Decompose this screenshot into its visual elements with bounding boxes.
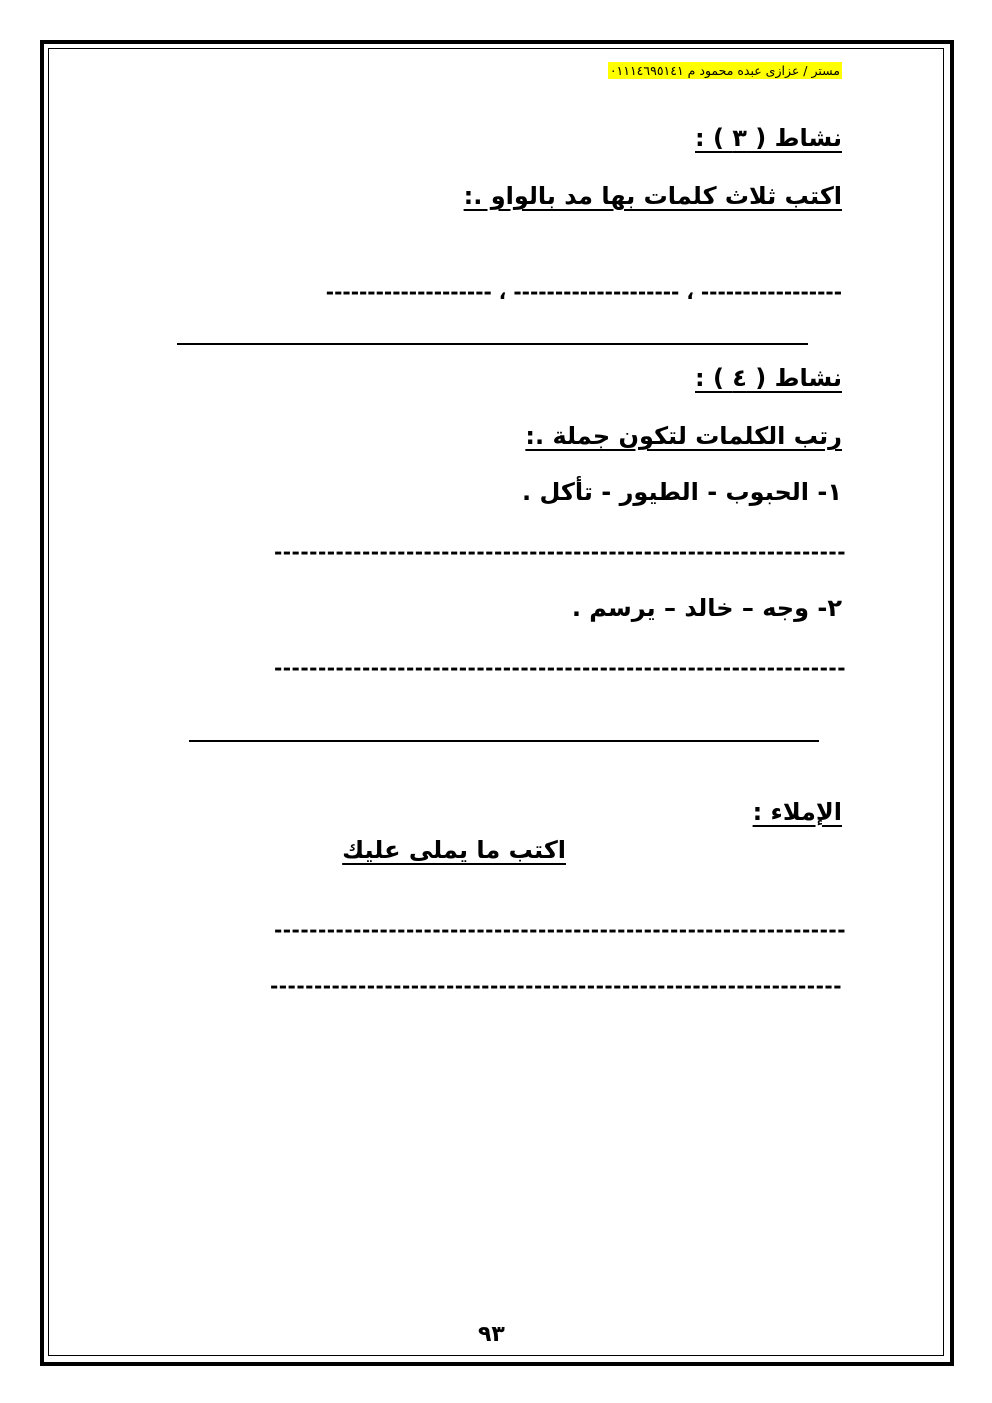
- dictation-title: الإملاء :: [752, 798, 842, 826]
- activity4-title: نشاط ( ٤ ) :: [695, 364, 842, 392]
- dictation-instruction: اكتب ما يملى عليك: [342, 836, 566, 864]
- author-header: مستر / عزازى عبده محمود م ٠١١١٤٦٩٥١٤١: [609, 63, 840, 78]
- activity4-answer1: -----------------------------------------------------------------: [273, 540, 846, 564]
- activity4-item2: ٢- وجه – خالد – يرسم .: [571, 594, 842, 622]
- page-number: ٩٣: [478, 1322, 505, 1347]
- activity3-title: نشاط ( ٣ ) :: [695, 124, 842, 152]
- activity3-answer-line: ----------------- ، -------------------- ، --------------------: [325, 280, 842, 304]
- section-divider-1: [177, 343, 808, 345]
- page-border-inner: [48, 48, 944, 1356]
- section-divider-2: [189, 740, 819, 742]
- activity4-item1: ١- الحبوب - الطيور - تأكل .: [522, 478, 842, 506]
- dictation-line-1: -----------------------------------------------------------------: [273, 918, 846, 942]
- activity4-instruction: رتب الكلمات لتكون جملة .:: [525, 422, 842, 450]
- activity3-instruction: اكتب ثلاث كلمات بها مد بالواو .:: [463, 182, 842, 210]
- activity4-answer2: -----------------------------------------------------------------: [273, 656, 846, 680]
- dictation-line-2: -----------------------------------------------------------------: [269, 974, 842, 998]
